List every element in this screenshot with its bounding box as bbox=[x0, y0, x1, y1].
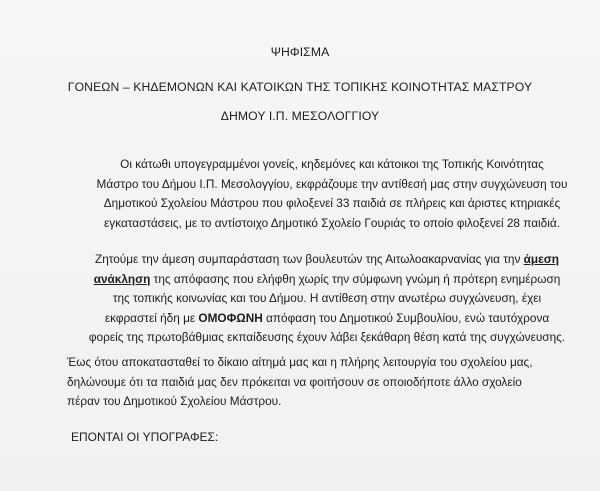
document-title: ΨΗΦΙΣΜΑ bbox=[270, 45, 330, 59]
document-subtitle: ΓΟΝΕΩΝ – ΚΗΔΕΜΟΝΩΝ ΚΑΙ ΚΑΤΟΙΚΩΝ ΤΗΣ ΤΟΠΙΚΗΣ ΚΟΙΝΟΤΗΤΑΣ ΜΑΣΤΡΟΥ bbox=[67, 80, 533, 94]
paragraph-line: Δημοτικού Σχολείου Μάστρου που φιλοξενεί 33 παιδιά σε πλήρεις και άριστες κτηριακές bbox=[103, 196, 561, 210]
paragraph-line: πέραν του Δημοτικού Σχολείου Μάστρου. bbox=[67, 394, 282, 408]
paragraph-request bbox=[67, 250, 587, 348]
signatures-label: ΕΠΟΝΤΑΙ ΟΙ ΥΠΟΓΡΑΦΕΣ: bbox=[71, 430, 219, 444]
paragraph-line bbox=[67, 250, 587, 270]
paragraph-line: φορείς της πρωτοβάθμιας εκπαίδευσης έχουν λάβει ξεκάθαρη θέση κατά της συγχώνευσης. bbox=[88, 330, 566, 344]
paragraph-line: Οι κάτωθι υπογεγραμμένοι γονείς, κηδεμόνες και κάτοικοι της Τοπικής Κοινότητας bbox=[120, 157, 544, 171]
paragraph-text: της απόφασης που ελήφθη χωρίς την σύμφωνη γνώμη ή πρότερη ενημέρωση bbox=[150, 271, 561, 286]
paragraph-line: της τοπικής κοινωνίας και του Δήμου. Η αντίθεση στην ανωτέρω συγχώνευση, έχει bbox=[112, 291, 542, 305]
paragraph-line: εγκαταστάσεις, με το αντίστοιχο Δημοτικό Σχολείο Γουριάς το οποίο φιλοξενεί 28 παιδιά. bbox=[104, 215, 560, 230]
paragraph-text: απόφαση του Δημοτικού Συμβουλίου, ενώ ταυτόχρονα bbox=[262, 310, 550, 325]
paragraph-opposition bbox=[64, 155, 600, 233]
paragraph-line: Μάστρο του Δήμου Ι.Π. Μεσολογγίου, εκφράζουμε την αντίθεσή μας στην συγχώνευση του bbox=[96, 176, 568, 191]
paragraph-line: Έως ότου αποκατασταθεί το δίκαιο αίτημά μας και η πλήρης λειτουργία του σχολείου μας, bbox=[67, 355, 533, 369]
municipality-heading: ΔΗΜΟΥ Ι.Π. ΜΕΣΟΛΟΓΓΙΟΥ bbox=[220, 109, 380, 123]
paragraph-line: δηλώνουμε ότι τα παιδιά μας δεν πρόκειται να φοιτήσουν σε οποιοδήποτε άλλο σχολείο bbox=[67, 374, 522, 389]
paragraph-line bbox=[67, 309, 587, 329]
emphasis-bold: ΟΜΟΦΩΝΗ bbox=[198, 310, 263, 325]
paragraph-declaration bbox=[67, 353, 597, 412]
paragraph-line bbox=[67, 270, 587, 290]
paragraph-text: Ζητούμε την άμεση συμπαράσταση των βουλευτών της Αιτωλοακαρνανίας για την bbox=[94, 252, 524, 266]
paragraph-text: εκφραστεί ήδη με bbox=[104, 310, 199, 325]
emphasis-underlined: ανάκληση bbox=[93, 271, 151, 286]
emphasis-underlined: άμεση bbox=[523, 252, 559, 266]
